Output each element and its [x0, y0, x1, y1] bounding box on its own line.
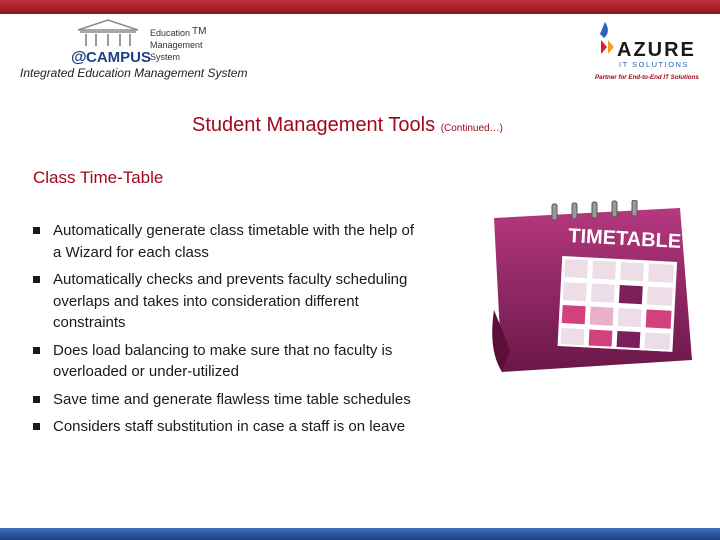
- timetable-grid: [558, 256, 678, 352]
- bullet-item: [33, 269, 423, 334]
- azure-emblem-icon: [600, 22, 614, 54]
- azure-logo: [595, 20, 705, 82]
- campus-line2: Management: [150, 40, 203, 50]
- slide-title-main: Student Management Tools: [192, 114, 436, 136]
- square-bullet-icon: [33, 347, 40, 354]
- square-bullet-icon: [33, 396, 40, 403]
- square-bullet-icon: [33, 276, 40, 283]
- bottom-accent-bar: [0, 528, 720, 540]
- slide-title-suffix: (Continued…): [440, 123, 503, 134]
- building-icon: [78, 20, 138, 46]
- bullet-text: Save time and generate flawless time table schedules: [53, 390, 411, 408]
- bullet-item: [33, 340, 423, 383]
- square-bullet-icon: [33, 227, 40, 234]
- square-bullet-icon: [33, 423, 40, 430]
- campus-line1: Education: [150, 28, 191, 38]
- campus-brand-text: CAMPUS: [86, 49, 152, 66]
- slide-title: [192, 114, 503, 137]
- campus-tm-mark: TM: [192, 26, 207, 37]
- bullet-text: Automatically checks and prevents faculty scheduling overlaps and takes into consideration different constraints: [53, 271, 408, 331]
- bullet-text: Automatically generate class timetable with the help of a Wizard for each class: [53, 222, 415, 261]
- bullet-text: Considers staff substitution in case a staff is on leave: [53, 418, 406, 435]
- bullet-item: [33, 220, 423, 263]
- header-tagline: Integrated Education Management System: [20, 66, 248, 80]
- top-accent-bar: [0, 0, 720, 14]
- azure-slogan: Partner for End-to-End IT Solutions: [595, 74, 699, 81]
- bullet-item: [33, 389, 423, 411]
- azure-name: AZURE: [617, 39, 696, 61]
- azure-sub: IT SOLUTIONS: [619, 60, 689, 69]
- bullet-text: Does load balancing to make sure that no faculty is overloaded or under-utilized: [53, 341, 393, 380]
- timetable-calendar-icon: [480, 200, 700, 375]
- campus-at-sign: @: [71, 49, 87, 66]
- timetable-label: TIMETABLE: [567, 225, 682, 253]
- campus-line3: System: [150, 52, 181, 62]
- campus-logo: [70, 18, 220, 66]
- bullet-item: [33, 416, 423, 438]
- section-heading: Class Time-Table: [33, 168, 164, 187]
- bullet-list: [33, 220, 423, 444]
